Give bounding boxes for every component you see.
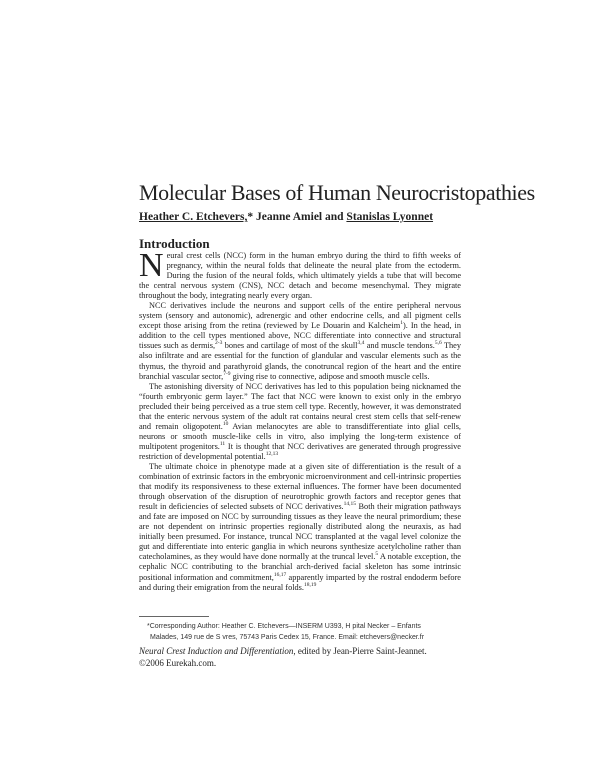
author-amiel: Jeanne Amiel and [253, 211, 347, 223]
reference-mark: 18,19 [303, 581, 317, 588]
paragraph-1 [139, 247, 461, 301]
reference-mark: 10 [222, 421, 229, 428]
reference-mark: 3,4 [357, 340, 365, 347]
paper-title: Molecular Bases of Human Neurocristopathies [139, 180, 535, 205]
corresponding-author-mark: * [247, 211, 254, 223]
paragraph-text: They also infiltrate and are essential for the function of glandular and vascular elements such as the thymus, the thyroid and parathyroid glands, the conotruncal region of the heart and the entire branchial vascular sector, [139, 341, 461, 381]
reference-mark: 1 [400, 320, 404, 327]
author-etchevers[interactable]: Heather C. Etchevers, [139, 211, 248, 223]
reference-mark: 12,13 [265, 451, 279, 458]
paragraph-text: Avian melanocytes are able to transdifferentiate into glial cells, neurons or smooth muscle-like cells in vitro, also implying the long-term existence of multipotent progenitors. [139, 421, 462, 451]
body-text [139, 247, 462, 593]
paragraph-text: NCC derivatives include the neurons and support cells of the entire peripheral nervous system (sensory and autonomic), adrenergic and other endocrine cells, and all pigment cells except those arising from the retina (reviewed by Le Douarin and Kalcheim [139, 301, 461, 331]
footnote-line-2: Malades, 149 rue de S vres, 75743 Paris Cedex 15, France. Email: etchevers@necker.fr [150, 634, 425, 641]
paragraph-3 [139, 382, 461, 462]
paragraph-text: The ultimate choice in phenotype made at a given site of differentiation is the result of a combination of extrinsic factors in the embryonic microenvironment and cell-intrinsic properties that modify its responsiveness to these external influences. The former have been documented through observation of the disruption of neurotrophic growth factors and receptor genes that result in deficiencies of selected subsets of NCC derivatives. [139, 461, 461, 512]
paragraph-text: ). In the head, in addition to the cell types mentioned above, NCC differentiate into connective and structural tissues such as dermis, [139, 321, 461, 351]
author-line [139, 211, 433, 223]
paragraph-text: A notable exception, the cephalic NCC contributing to the branchial arch-derived facial skeleton has some intrinsic positional information and commitment, [139, 552, 461, 582]
paragraph-text: It is thought that NCC derivatives are generated through progressive restriction of developmental potential. [139, 441, 461, 461]
reference-mark: 5 [375, 551, 379, 558]
paragraph-4 [139, 462, 461, 593]
paragraph-text: and muscle tendons. [364, 341, 435, 351]
paragraph-text: Both their migration pathways and fate are imposed on NCC by surrounding tissues as they leave the neural primordium; these are not dependent on intrinsic properties regionally distributed along the neuraxis, as had initially been presumed. For instance, truncal NCC transplanted at the vagal level colonize the gut and differentiate into enteric ganglia in which neurons synthesize acetylcholine rather than catecholamines, as they would have done normally at the truncal level. [139, 502, 461, 562]
drop-cap: N [139, 247, 164, 284]
copyright-notice: ©2006 Eurekah.com. [139, 658, 217, 668]
reference-mark: 14,15 [343, 501, 357, 508]
paragraph-text: apparently imparted by the rostral endoderm before and during their emigration from the neural folds. [139, 572, 461, 592]
paragraph-1-text: eural crest cells (NCC) form in the human embryo during the third to fifth weeks of pregnancy, within the neural folds that delineate the neural plate from the ectoderm. During the fusion of the neural folds, which ultimately yields a tube that will become the central nervous system (CNS), NCC detach and become mesenchymal. They migrate throughout the body, integrating nearly every organ. [139, 251, 461, 301]
paragraph-text: bones and cartilage of most of the skull [222, 341, 358, 351]
reference-mark: 2-3 [215, 340, 223, 347]
book-citation [139, 645, 479, 669]
reference-mark: 5,6 [434, 340, 442, 347]
section-heading-introduction: Introduction [139, 236, 210, 251]
paragraph-text: The astonishing diversity of NCC derivatives has led to this population being nicknamed the “fourth embryonic germ layer.” The fact that NCC were known to exist only in the embryo precluded their being perceived as a true stem cell type. Recently, however, it was demonstrated that the enteric nervous system of the adult rat contains neural crest stem cells that self-renew and remain oligopotent. [139, 381, 461, 431]
book-title: Neural Crest Induction and Differentiation [139, 646, 294, 656]
reference-mark: 16,17 [273, 571, 287, 578]
footnote-divider [139, 616, 209, 617]
reference-mark: 11 [219, 441, 226, 448]
footnote-line-1: *Corresponding Author: Heather C. Etchevers—INSERM U393, H pital Necker – Enfants [147, 623, 421, 630]
corresponding-author-footnote [147, 621, 467, 643]
book-editor: , edited by Jean-Pierre Saint-Jeannet. [293, 646, 427, 656]
author-lyonnet[interactable]: Stanislas Lyonnet [346, 211, 434, 223]
paragraph-2 [139, 301, 461, 381]
reference-mark: 7-9 [223, 370, 231, 377]
paragraph-text: giving rise to connective, adipose and smooth muscle cells. [230, 371, 430, 381]
